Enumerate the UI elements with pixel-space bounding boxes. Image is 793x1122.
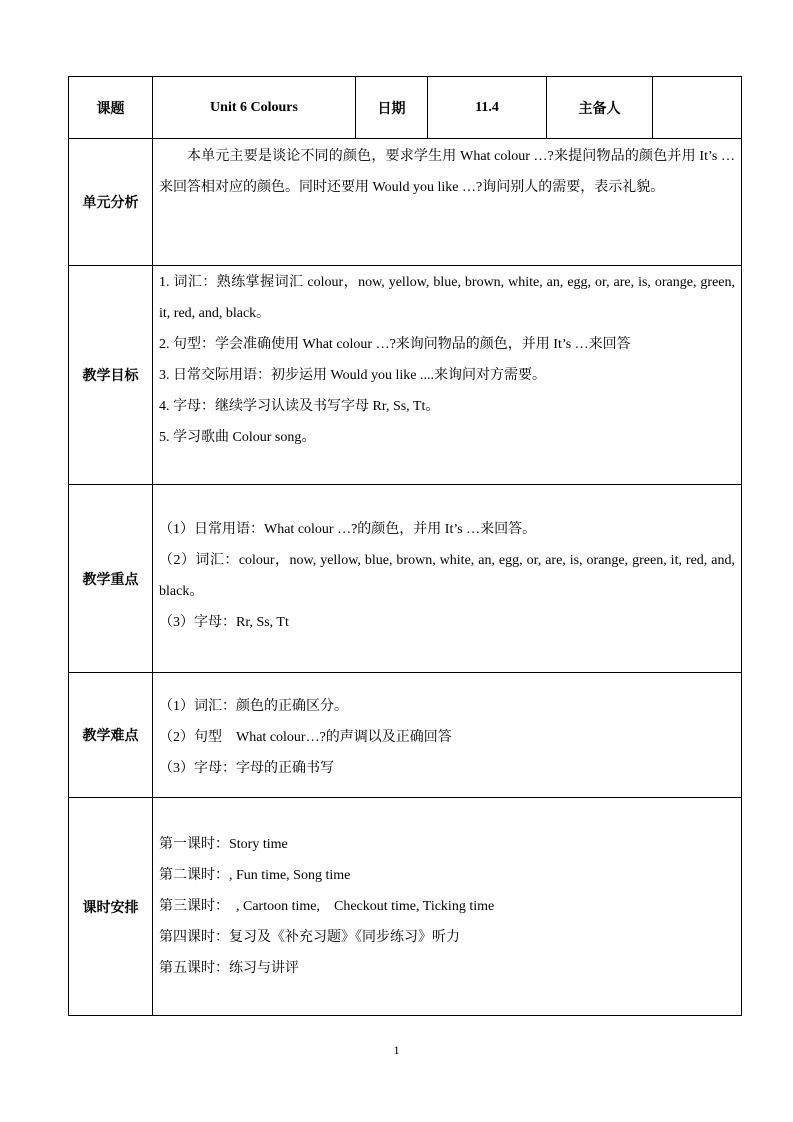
teaching-goals-label: 教学目标 bbox=[69, 266, 153, 485]
page-number: 1 bbox=[393, 1043, 400, 1057]
schedule-cell bbox=[153, 798, 742, 1016]
date-value: 11.4 bbox=[428, 77, 547, 139]
goal-item: 4. 字母：继续学习认读及书写字母 Rr, Ss, Tt。 bbox=[159, 399, 440, 414]
unit-analysis-row bbox=[69, 139, 742, 266]
difficult-points-cell bbox=[153, 673, 742, 798]
key-points-cell bbox=[153, 485, 742, 673]
lesson-plan-table bbox=[68, 76, 742, 1016]
preparer-label: 主备人 bbox=[547, 77, 653, 139]
unit-analysis-cell bbox=[153, 139, 742, 266]
key-point-item: （2）词汇：colour，now, yellow, blue, brown, white, an, egg, or, are, is, orange, green, it, red, and, black。 bbox=[159, 553, 735, 599]
schedule-label: 课时安排 bbox=[69, 798, 153, 1016]
key-points-label: 教学重点 bbox=[69, 485, 153, 673]
difficult-point-item: （1）词汇：颜色的正确区分。 bbox=[159, 699, 348, 714]
difficult-points-label: 教学难点 bbox=[69, 673, 153, 798]
difficult-point-item: （3）字母：字母的正确书写 bbox=[159, 761, 334, 776]
schedule-item: 第一课时：Story time bbox=[159, 837, 288, 852]
teaching-goals-row bbox=[69, 266, 742, 485]
schedule-row bbox=[69, 798, 742, 1016]
date-label: 日期 bbox=[356, 77, 428, 139]
key-points-row bbox=[69, 485, 742, 673]
key-point-item: （1）日常用语：What colour …?的颜色，并用 It’s …来回答。 bbox=[159, 522, 537, 537]
topic-value: Unit 6 Colours bbox=[153, 77, 356, 139]
difficult-points-row bbox=[69, 673, 742, 798]
topic-label: 课题 bbox=[69, 77, 153, 139]
difficult-point-item: （2）句型 What colour…?的声调以及正确回答 bbox=[159, 730, 452, 745]
header-row bbox=[69, 77, 742, 139]
goal-item: 3. 日常交际用语：初步运用 Would you like ....来询问对方需要。 bbox=[159, 368, 546, 383]
schedule-item: 第三课时： , Cartoon time, Checkout time, Ticking time bbox=[159, 899, 495, 914]
preparer-value bbox=[653, 77, 742, 139]
goal-item: 1. 词汇：熟练掌握词汇 colour，now, yellow, blue, brown, white, an, egg, or, are, is, orange, green, it, red, and, black。 bbox=[159, 275, 735, 321]
goal-item: 2. 句型：学会准确使用 What colour …?来询问物品的颜色，并用 It’s …来回答 bbox=[159, 337, 631, 352]
schedule-item: 第二课时：, Fun time, Song time bbox=[159, 868, 351, 883]
schedule-item: 第五课时：练习与讲评 bbox=[159, 961, 299, 976]
teaching-goals-cell bbox=[153, 266, 742, 485]
unit-analysis-text: 本单元主要是谈论不同的颜色，要求学生用 What colour …?来提问物品的颜色并用 It’s …来回答相对应的颜色。同时还要用 Would you like …?询问别人的需要，表示礼貌。 bbox=[159, 149, 735, 195]
schedule-item: 第四课时：复习及《补充习题》《同步练习》听力 bbox=[159, 930, 460, 945]
unit-analysis-label: 单元分析 bbox=[69, 139, 153, 266]
goal-item: 5. 学习歌曲 Colour song。 bbox=[159, 430, 316, 445]
key-point-item: （3）字母：Rr, Ss, Tt bbox=[159, 615, 289, 630]
